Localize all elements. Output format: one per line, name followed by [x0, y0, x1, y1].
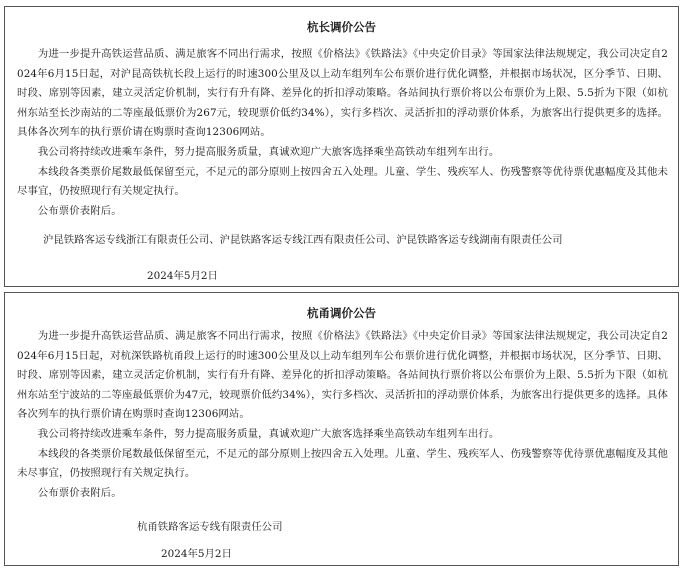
- issuer: 沪昆铁路客运专线浙江有限责任公司、沪昆铁路客运专线江西有限责任公司、沪昆铁路客运专线湖南有限责任公司: [43, 234, 563, 246]
- paragraph: 公布票价表附后。: [37, 204, 122, 217]
- notice-title: 杭长调价公告: [307, 20, 376, 34]
- notice-body: [17, 327, 668, 503]
- paragraph: 为进一步提升高铁运营品质、满足旅客不同出行需求，按照《价格法》《铁路法》《中央定价目录》等国家法律法规规定，我公司决定自2024年6月15日起，对杭深铁路杭甬段上运行的时速300公里及以上动车组列车公布票价进行优化调整，并根据市场状况，区分季节、日期、时段、席别等因素，建立灵活定价机制，实行有升有降、差异化的折扣浮动策略。各站间执行票价将以公布票价为上限、5.5折为下限（如杭州东站至宁波站的二等座最低票价为47元，较现票价低约34%），实行多档次、灵活折扣的浮动票价体系，为旅客出行提供更多的选择。具体各次列车的执行票价请在购票时查询12306网站。: [17, 330, 668, 421]
- paragraph: 本线段各类票价尾数最低保留至元，不足元的部分原则上按四舍五入处理。儿童、学生、残疾军人、伤残警察等优待票优惠幅度及其他未尽事宜，仍按照现行有关规定执行。: [17, 165, 668, 198]
- paragraph: 公布票价表附后。: [37, 486, 122, 499]
- notice-hangyong: [4, 292, 679, 566]
- notice-body: [17, 45, 668, 221]
- issuer: 杭甬铁路客运专线有限责任公司: [137, 521, 283, 533]
- paragraph: 为进一步提升高铁运营品质、满足旅客不同出行需求，按照《价格法》《铁路法》《中央定价目录》等国家法律法规规定，我公司决定自2024年6月15日起，对沪昆高铁杭长段上运行的时速300公里及以上动车组列车公布票价进行优化调整，并根据市场状况，区分季节、日期、时段、席别等因素，建立灵活定价机制，实行有升有降、差异化的折扣浮动策略。各站间执行票价将以公布票价为上限、5.5折为下限（如杭州东站至长沙南站的二等座最低票价为267元，较现票价低约34%），实行多档次、灵活折扣的浮动票价体系，为旅客出行提供更多的选择。具体各次列车的执行票价请在购票时查询12306网站。: [17, 48, 668, 139]
- paragraph: 本线段的各类票价尾数最低保留至元，不足元的部分原则上按四舍五入处理。儿童、学生、残疾军人、伤残警察等优待票优惠幅度及其他未尽事宜，仍按照现行有关规定执行。: [17, 447, 668, 480]
- paragraph: 我公司将持续改进乘车条件，努力提高服务质量，真诚欢迎广大旅客选择乘坐高铁动车组列车出行。: [37, 145, 500, 158]
- issue-date: 2024年5月2日: [147, 270, 218, 282]
- issue-date: 2024年5月2日: [161, 548, 232, 560]
- notice-title: 杭甬调价公告: [307, 306, 376, 320]
- notice-hangchang: [4, 6, 679, 287]
- paragraph: 我公司将持续改进乘车条件，努力提高服务质量，真诚欢迎广大旅客选择乘坐高铁动车组列车出行。: [37, 427, 500, 440]
